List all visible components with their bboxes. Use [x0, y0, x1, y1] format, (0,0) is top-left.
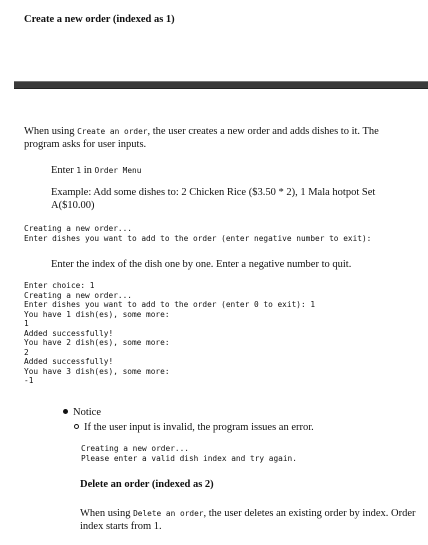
example-paragraph: Example: Add some dishes to: 2 Chicken Rice ($3.50 * 2), 1 Mala hotpot Set A($10.00)	[51, 187, 376, 211]
intro-prefix: When using	[24, 126, 78, 137]
intro-code: Create an order	[77, 127, 148, 136]
section-divider	[14, 81, 428, 89]
delete-code: Delete an order	[133, 509, 204, 518]
notice-text: If the user input is invalid, the program issues an error.	[84, 422, 314, 433]
bullet-icon	[63, 409, 68, 414]
dish-index-instruction: Enter the index of the dish one by one. Enter a negative number to quit.	[51, 259, 352, 270]
step-prefix: Enter	[51, 165, 77, 176]
delete-prefix: When using	[80, 508, 134, 519]
notice-label: Notice	[73, 407, 101, 418]
step-code-1: 1	[76, 166, 82, 175]
notice-list-item	[63, 406, 101, 419]
notice-subitem	[74, 421, 314, 434]
intro-suffix: , the user creates a new order and adds dishes to it. The program asks for user inputs.	[24, 126, 379, 150]
delete-order-heading: Delete an order (indexed as 2)	[80, 479, 214, 490]
code-block-error: Creating a new order... Please enter a valid dish index and try again.	[81, 444, 297, 463]
circle-bullet-icon	[74, 424, 79, 429]
page-title: Create a new order (indexed as 1)	[24, 14, 175, 25]
step-instruction	[51, 164, 141, 177]
code-block-session: Enter choice: 1 Creating a new order... Enter dishes you want to add to the order (enter 0 to exit): 1 You have 1 dish(es), some more: 1 Added successfully! You have 2 dish(es), some more: 2 Added successfully! You have 3 dish(es), some more: -1	[24, 281, 316, 385]
step-code-2: Order Menu	[94, 166, 142, 175]
delete-order-description	[80, 507, 420, 533]
intro-paragraph	[24, 125, 414, 151]
step-middle: in	[81, 165, 95, 176]
delete-suffix: , the user deletes an existing order by index. Order index starts from 1.	[80, 508, 416, 532]
code-block-create-prompt: Creating a new order... Enter dishes you want to add to the order (enter negative number to exit):	[24, 224, 372, 243]
